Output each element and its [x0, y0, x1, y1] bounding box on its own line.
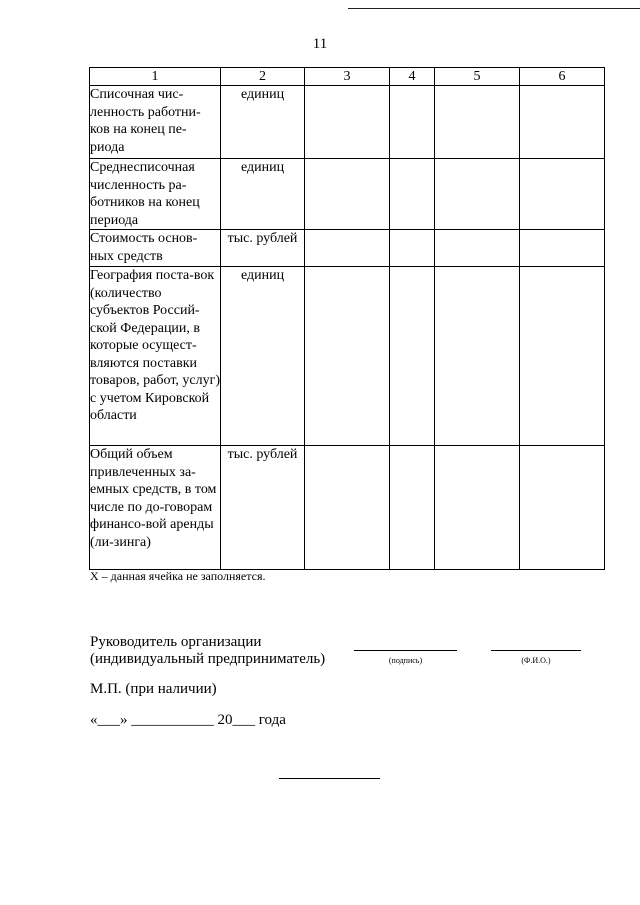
table-row	[90, 230, 605, 267]
value-cell	[390, 159, 435, 230]
indicator-unit: тыс. рублей	[221, 230, 305, 267]
signer-title-line-2: (индивидуальный предприниматель)	[90, 651, 326, 667]
value-cell	[520, 267, 605, 446]
indicator-name: Общий объем привлеченных за-емных средств, в том числе по до-говорам финансо-вой аренды (ли-зинга)	[90, 446, 221, 570]
top-rule	[348, 8, 640, 9]
value-cell	[305, 159, 390, 230]
indicator-name: География поста-вок (количество субъектов Россий-ской Федерации, в которые осущест-вляются поставки товаров, работ, услуг) с учетом Кировской области	[90, 267, 221, 446]
signature-line	[354, 650, 457, 651]
value-cell	[520, 86, 605, 159]
value-cell	[305, 446, 390, 570]
indicator-unit: тыс. рублей	[221, 446, 305, 570]
value-cell	[305, 267, 390, 446]
value-cell	[390, 230, 435, 267]
column-header-2: 2	[221, 68, 305, 86]
value-cell	[435, 230, 520, 267]
signer-title	[90, 634, 325, 668]
date-line: «___» ___________ 20___ года	[90, 712, 286, 728]
column-header-6: 6	[520, 68, 605, 86]
value-cell	[435, 159, 520, 230]
value-cell	[390, 86, 435, 159]
indicator-name: Среднесписочная численность ра-ботников на конец периода	[90, 159, 221, 230]
indicator-name: Стоимость основ-ных средств	[90, 230, 221, 267]
signer-title-line-1: Руководитель организации	[90, 634, 262, 650]
value-cell	[435, 267, 520, 446]
indicator-unit: единиц	[221, 267, 305, 446]
full-name-caption: (Ф.И.О.)	[521, 656, 551, 665]
indicator-unit: единиц	[221, 159, 305, 230]
value-cell	[520, 230, 605, 267]
table-footnote: X – данная ячейка не заполняется.	[90, 569, 266, 583]
bottom-rule	[279, 778, 380, 779]
value-cell	[305, 230, 390, 267]
indicator-unit: единиц	[221, 86, 305, 159]
column-header-1: 1	[90, 68, 221, 86]
page-number: 11	[312, 36, 328, 52]
table-row	[90, 86, 605, 159]
value-cell	[390, 267, 435, 446]
value-cell	[520, 159, 605, 230]
table-row	[90, 159, 605, 230]
column-header-3: 3	[305, 68, 390, 86]
value-cell	[435, 86, 520, 159]
value-cell	[305, 86, 390, 159]
value-cell	[435, 446, 520, 570]
seal-note: М.П. (при наличии)	[90, 681, 217, 697]
signature-caption: (подпись)	[388, 656, 423, 665]
table-row	[90, 446, 605, 570]
indicator-name: Списочная чис-ленность работни-ков на конец пе-риода	[90, 86, 221, 159]
table-header-row	[90, 68, 605, 86]
column-header-5: 5	[435, 68, 520, 86]
value-cell	[520, 446, 605, 570]
full-name-line	[491, 650, 581, 651]
report-table	[89, 67, 605, 570]
value-cell	[390, 446, 435, 570]
column-header-4: 4	[390, 68, 435, 86]
table-row	[90, 267, 605, 446]
